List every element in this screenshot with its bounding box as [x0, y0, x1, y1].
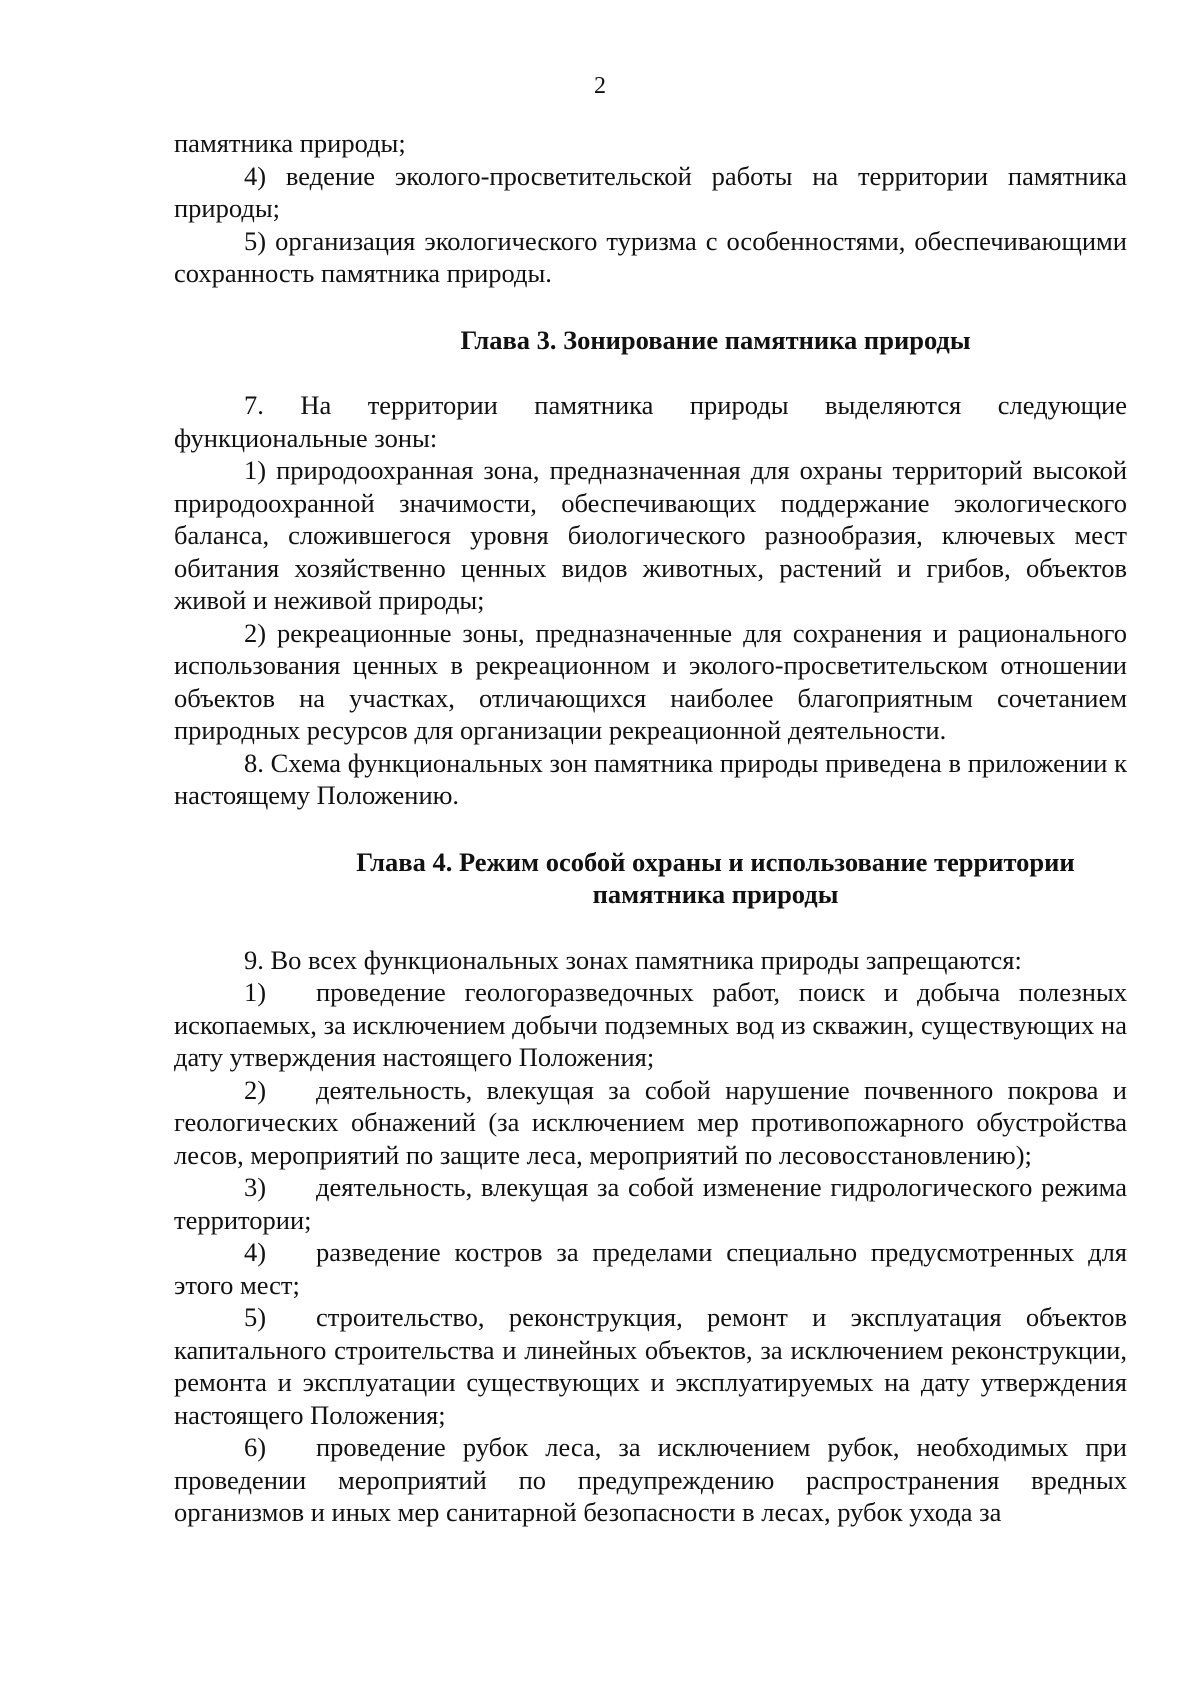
prohibition-item-1: [174, 976, 1127, 1074]
paragraph-8: 8. Схема функциональных зон памятника природы приведена в приложении к настоящему Положению.: [174, 747, 1127, 810]
item-text: строительство, реконструкция, ремонт и эксплуатация объектов капитального строительства и линейных объектов, за исключением реконструкции, ремонта и эксплуатации существующих и эксплуатируемых на дату утверждения настоящего Положения;: [174, 1302, 1127, 1430]
item-text: деятельность, влекущая за собой изменение гидрологического режима территории;: [174, 1172, 1127, 1235]
paragraph-7: 7. На территории памятника природы выделяются следующие функциональные зоны:: [174, 390, 1127, 453]
chapter-4-heading-line-1: Глава 4. Режим особой охраны и использование территории: [356, 846, 1075, 877]
item-text: разведение костров за пределами специально предусмотренных для этого мест;: [174, 1237, 1127, 1300]
page-number: 2: [594, 73, 606, 99]
chapter-3-heading: Глава 3. Зонирование памятника природы: [460, 324, 971, 355]
item-number: 6): [244, 1432, 267, 1462]
item-text: проведение геологоразведочных работ, поиск и добыча полезных ископаемых, за исключением добычи подземных вод из скважин, существующих на дату утверждения настоящего Положения;: [174, 977, 1127, 1072]
item-number: 2): [244, 1074, 267, 1105]
item-number: 4): [244, 1237, 267, 1267]
item-number: 3): [244, 1172, 267, 1202]
prohibition-item-4: [174, 1236, 1127, 1301]
chapter-4-heading-line-2: памятника природы: [592, 879, 839, 909]
prohibition-item-5: [174, 1301, 1127, 1431]
list-item-4: 4) ведение эколого-просветительской работы на территории памятника природы;: [174, 160, 1127, 223]
prohibition-item-6: [174, 1431, 1127, 1529]
item-number: 5): [244, 1302, 267, 1332]
item-text: деятельность, влекущая за собой нарушение почвенного покрова и геологических обнажений (за исключением мер противопожарного обустройства лесов, мероприятий по защите леса, мероприятий по лесовосстановлению);: [174, 1074, 1127, 1170]
zone-item-1: 1) природоохранная зона, предназначенная для охраны территорий высокой природоохранной значимости, обеспечивающих поддержание экологического баланса, сложившегося уровня биологического разнообразия, ключевых мест обитания хозяйственно ценных видов животных, растений и грибов, объектов живой и неживой природы;: [174, 455, 1127, 615]
list-item-5: 5) организация экологического туризма с особенностями, обеспечивающими сохранность памятника природы.: [174, 225, 1127, 288]
document-body: [174, 127, 1127, 1529]
item-text: проведение рубок леса, за исключением рубок, необходимых при проведении мероприятий по предупреждению распространения вредных организмов и иных мер санитарной безопасности в лесах, рубок ухода за: [174, 1432, 1127, 1527]
zone-item-2: 2) рекреационные зоны, предназначенные для сохранения и рационального использования ценных в рекреационном и эколого-просветительском отношении объектов на участках, отличающихся наиболее благоприятным сочетанием природных ресурсов для организации рекреационной деятельности.: [174, 617, 1127, 745]
paragraph-continuation: памятника природы;: [174, 128, 406, 158]
paragraph-9: 9. Во всех функциональных зонах памятника природы запрещаются:: [244, 944, 1022, 975]
prohibition-item-2: [174, 1074, 1127, 1172]
prohibition-item-3: [174, 1171, 1127, 1236]
item-number: 1): [244, 977, 267, 1007]
